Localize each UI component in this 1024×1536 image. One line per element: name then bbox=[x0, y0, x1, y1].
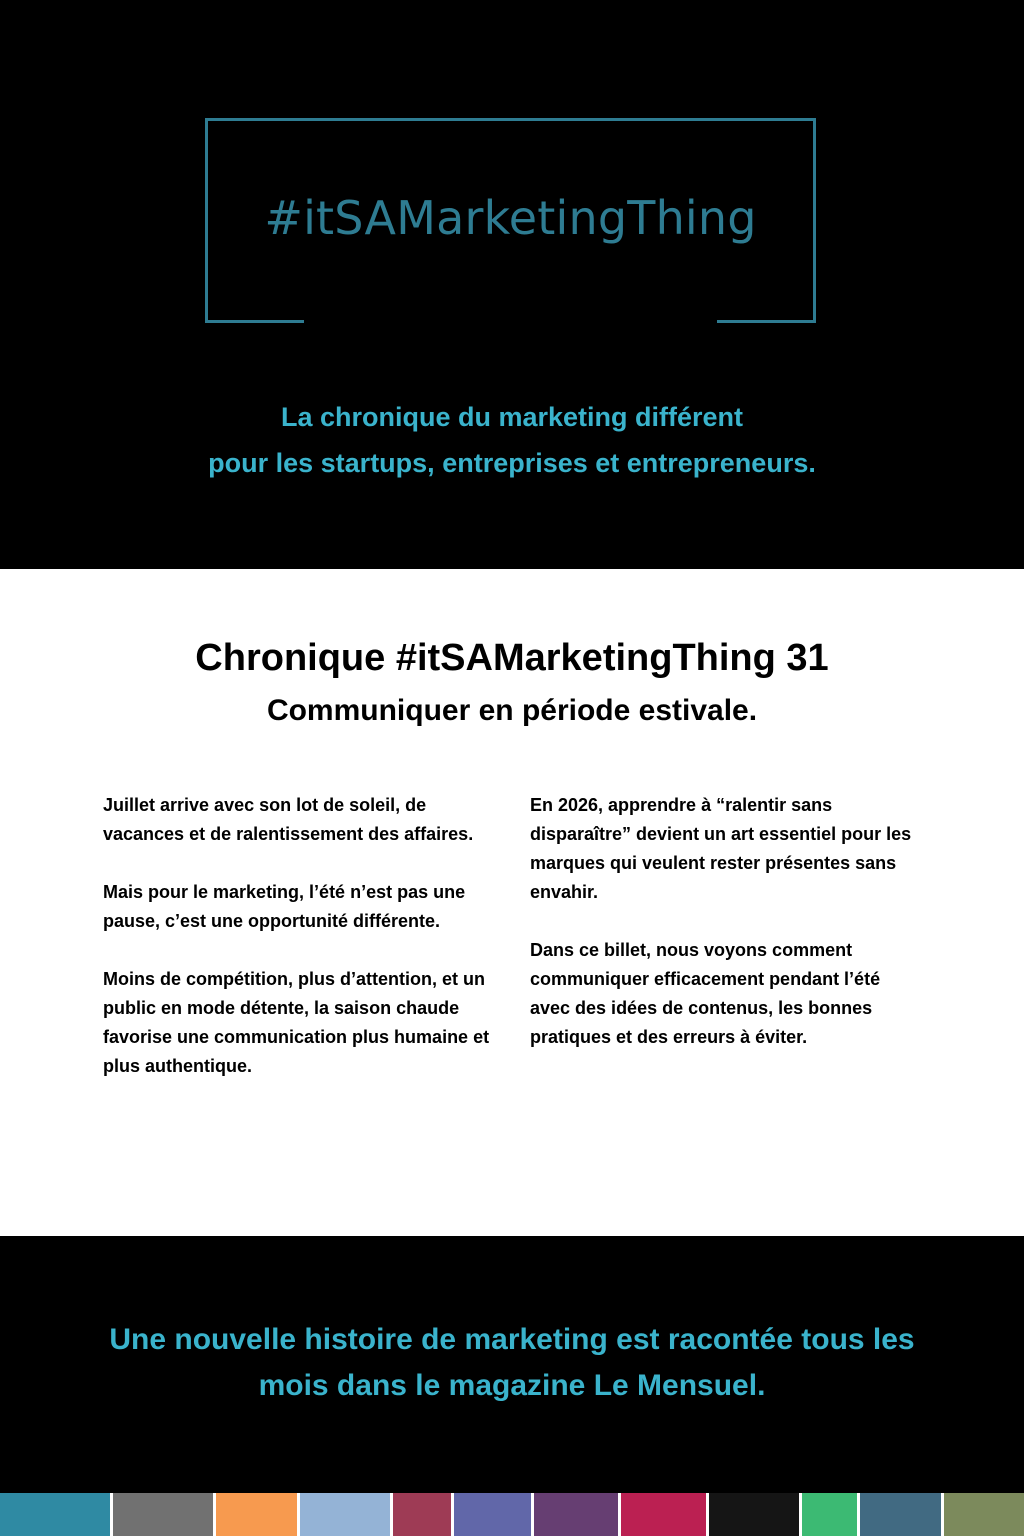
article-column-right bbox=[530, 791, 922, 1081]
tagline-line-2: pour les startups, entreprises et entrepreneurs. bbox=[208, 448, 816, 478]
color-swatch bbox=[393, 1493, 451, 1536]
color-swatch-strip bbox=[0, 1493, 1024, 1536]
color-swatch bbox=[709, 1493, 799, 1536]
logo-frame-left-foot bbox=[205, 320, 304, 323]
color-swatch bbox=[454, 1493, 532, 1536]
footer-text: Une nouvelle histoire de marketing est racontée tous les mois dans le magazine Le Mensuel. bbox=[109, 1323, 915, 1402]
article-column-left bbox=[103, 791, 495, 1110]
article-section bbox=[0, 569, 1024, 1236]
header-band bbox=[0, 0, 1024, 569]
tagline-line-1: La chronique du marketing différent bbox=[280, 402, 744, 432]
paragraph: Juillet arrive avec son lot de soleil, de vacances et de ralentissement des affaires. bbox=[103, 795, 474, 844]
color-swatch bbox=[113, 1493, 213, 1536]
paragraph: Moins de compétition, plus d’attention, et un public en mode détente, la saison chaude favorise une communication plus humaine et plus authentique. bbox=[103, 969, 490, 1076]
color-swatch bbox=[0, 1493, 110, 1536]
logo-text: #itSAMarketingThing bbox=[264, 191, 757, 245]
logo-frame-right-foot bbox=[717, 320, 816, 323]
tagline bbox=[0, 394, 1024, 486]
paragraph: Dans ce billet, nous voyons comment communiquer efficacement pendant l’été avec des idées de contenus, les bonnes pratiques et des erreurs à éviter. bbox=[530, 940, 881, 1047]
paragraph: Mais pour le marketing, l’été n’est pas une pause, c’est une opportunité différente. bbox=[103, 882, 466, 931]
logo-frame bbox=[205, 118, 816, 323]
color-swatch bbox=[300, 1493, 389, 1536]
color-swatch bbox=[216, 1493, 297, 1536]
footer-band bbox=[0, 1236, 1024, 1493]
color-swatch bbox=[534, 1493, 618, 1536]
color-swatch bbox=[802, 1493, 857, 1536]
article-title: Chronique #itSAMarketingThing 31 bbox=[195, 637, 829, 679]
color-swatch bbox=[860, 1493, 940, 1536]
color-swatch bbox=[621, 1493, 705, 1536]
article-subtitle: Communiquer en période estivale. bbox=[266, 694, 758, 727]
color-swatch bbox=[944, 1493, 1024, 1536]
paragraph: En 2026, apprendre à “ralentir sans disparaître” devient un art essentiel pour les marques qui veulent rester présentes sans envahir. bbox=[530, 795, 912, 902]
